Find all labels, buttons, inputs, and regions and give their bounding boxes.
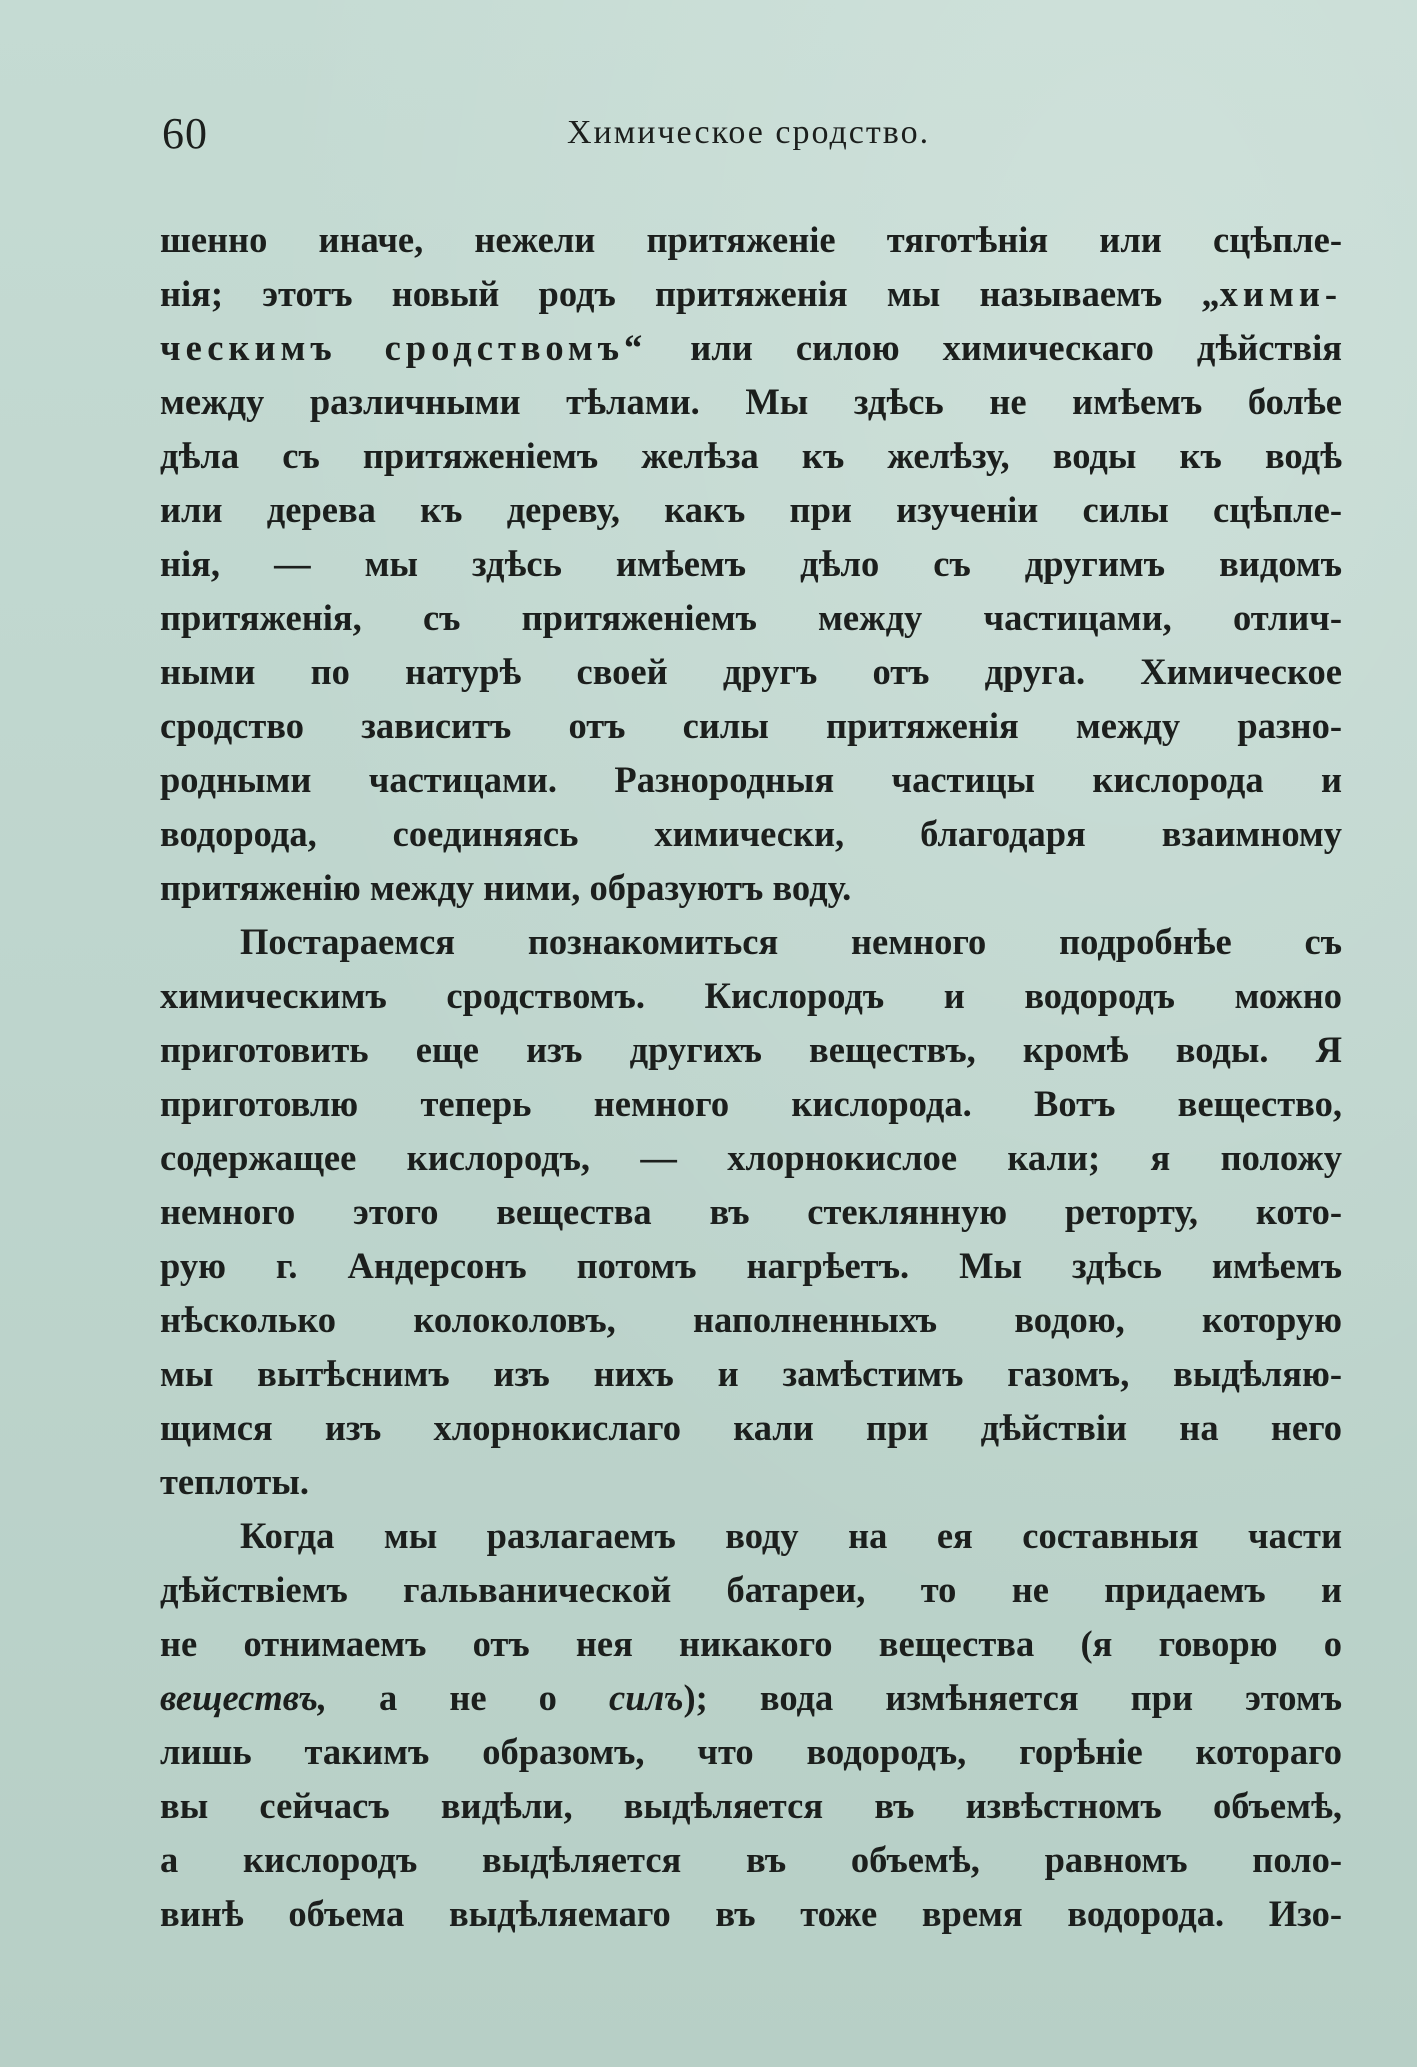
text-line: вы сейчасъ видѣли, выдѣляется въ извѣстномъ объемѣ, (160, 1785, 1342, 1826)
italic-word: веществъ, (160, 1677, 327, 1718)
text-line: водорода, соединяясь химически, благодаря взаимному (160, 813, 1342, 854)
text-line: нія, — мы здѣсь имѣемъ дѣло съ другимъ видомъ (160, 543, 1342, 584)
text-line: дѣла съ притяженіемъ желѣза къ желѣзу, воды къ водѣ (160, 435, 1342, 476)
text-line (160, 1671, 1342, 1725)
text-line: притяженію между ними, образуютъ воду. (160, 867, 852, 908)
text-line: или дерева къ дереву, какъ при изученіи силы сцѣпле- (160, 489, 1342, 530)
page-number: 60 (162, 109, 208, 158)
text-line: содержащее кислородъ, — хлорнокислое кали; я положу (160, 1137, 1342, 1178)
text-line: мы вытѣснимъ изъ нихъ и замѣстимъ газомъ, выдѣляю- (160, 1353, 1342, 1394)
text-line: приготовить еще изъ другихъ веществъ, кромѣ воды. Я (160, 1029, 1342, 1070)
text-line: винѣ объема выдѣляемаго въ тоже время водорода. Изо- (160, 1893, 1342, 1934)
text-line: между различными тѣлами. Мы здѣсь не имѣемъ болѣе (160, 381, 1342, 422)
text-line: не отнимаемъ отъ нея никакого вещества (я говорю о (160, 1623, 1342, 1664)
italic-word: силъ (609, 1677, 684, 1718)
text-line: шенно иначе, нежели притяженіе тяготѣнія или сцѣпле- (160, 219, 1342, 260)
text-line (160, 321, 1342, 375)
text-line: приготовлю теперь немного кислорода. Вотъ вещество, (160, 1083, 1342, 1124)
text-line: дѣйствіемъ гальванической батареи, то не придаемъ и (160, 1569, 1342, 1610)
text-span: нія; этотъ новый родъ притяженія мы называемъ „ (160, 273, 1220, 314)
text-line: немного этого вещества въ стеклянную реторту, кото- (160, 1191, 1342, 1232)
text-span: ); вода измѣняется при этомъ (683, 1677, 1342, 1718)
text-line: сродство зависитъ отъ силы притяженія между разно- (160, 705, 1342, 746)
text-line: рую г. Андерсонъ потомъ нагрѣетъ. Мы здѣсь имѣемъ (160, 1245, 1342, 1286)
text-line: ными по натурѣ своей другъ отъ друга. Химическое (160, 651, 1342, 692)
spaced-text: хими- (1219, 273, 1342, 314)
text-span: a не о (379, 1677, 557, 1718)
text-line: нѣсколько колоколовъ, наполненныхъ водою, которую (160, 1299, 1342, 1340)
text-line: щимся изъ хлорнокислаго кали при дѣйствіи на него (160, 1407, 1342, 1448)
text-line: притяженія, съ притяженіемъ между частицами, отлич- (160, 597, 1342, 638)
text-span: или силою химическаго дѣйствія (690, 327, 1342, 368)
running-head (162, 108, 1342, 168)
text-line: Когда мы разлагаемъ воду на ея составныя части (240, 1515, 1342, 1556)
text-line (160, 267, 1342, 321)
text-line: родными частицами. Разнородныя частицы кислорода и (160, 759, 1342, 800)
text-line: лишь такимъ образомъ, что водородъ, горѣніе котораго (160, 1731, 1342, 1772)
text-line: а кислородъ выдѣляется въ объемѣ, равномъ поло- (160, 1839, 1342, 1880)
text-line: химическимъ сродствомъ. Кислородъ и водородъ можно (160, 975, 1342, 1016)
spaced-text: ческимъ сродствомъ“ (160, 327, 648, 368)
text-line: теплоты. (160, 1461, 309, 1502)
text-line: Постараемся познакомиться немного подробнѣе съ (240, 921, 1342, 962)
body-text (160, 213, 1342, 1941)
running-title: Химическое сродство. (567, 114, 931, 151)
